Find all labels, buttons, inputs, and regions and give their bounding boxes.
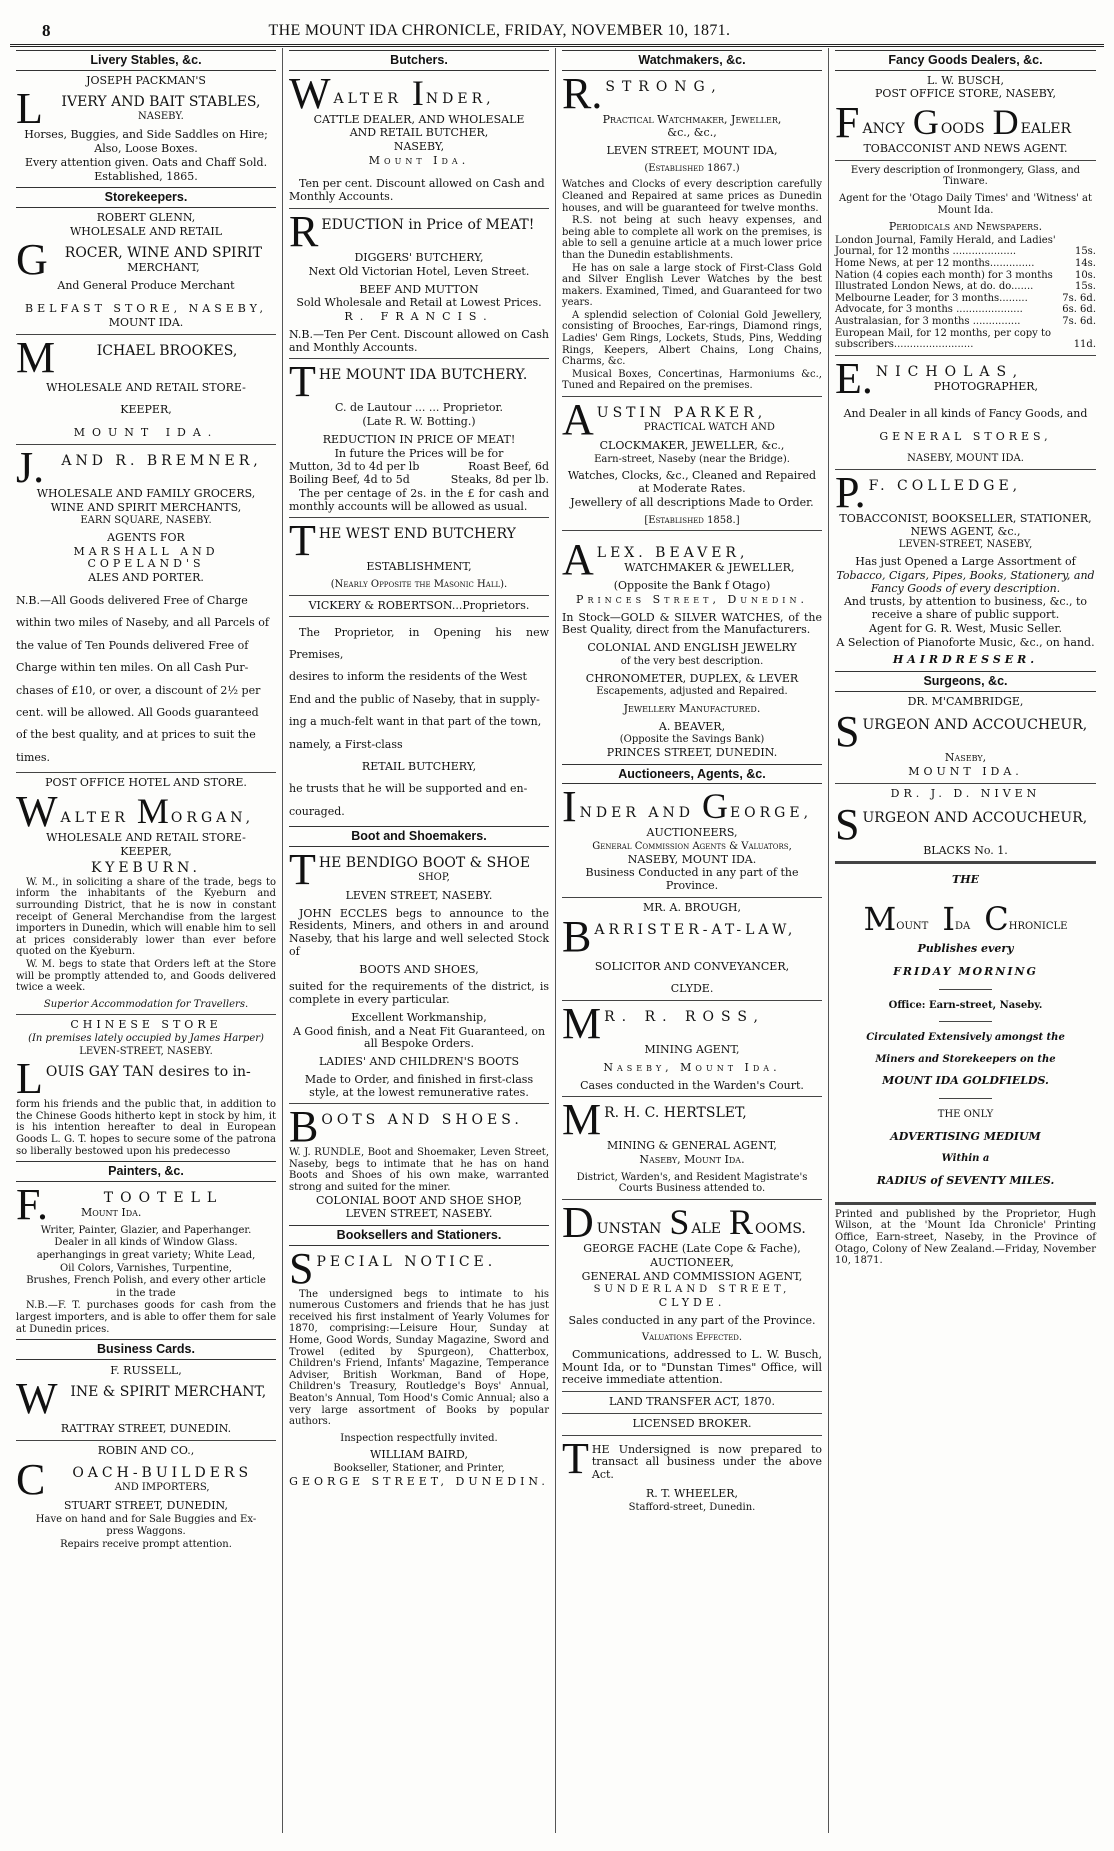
section-heading-auctioneers: Auctioneers, Agents, &c. (562, 764, 822, 785)
price-value: 7s. 6d. (1062, 292, 1096, 304)
price-row (835, 281, 1096, 293)
section-heading-livery: Livery Stables, &c. (16, 50, 276, 71)
price-item: London Journal, Family Herald, and Ladies' Journal, for 12 months .................... (835, 234, 1056, 258)
ad-glenn: ROBERT GLENN, WHOLESALE AND RETAIL G ROCER, WINE AND SPIRIT MERCHANT, And General Produce Merchant BELFAST STORE, NASEBY, MOUNT IDA. (16, 210, 267, 329)
ad-nicholas: E. NICHOLAS, PHOTOGRAPHER, And Dealer in all kinds of Fancy Goods, and GENERAL STORES, NASEBY, MOUNT IDA. (835, 353, 1088, 465)
ad-strong: R. STRONG, Practical Watchmaker, Jeweller, &c., &c., LEVEN STREET, MOUNT IDA, (Established 1867.) Watches and Clocks of every description carefully Cleaned and Repaired at same prices as Dunedin houses, and will be guaranteed for twelve months. R.S. not being at such heavy expenses, and being able to complete all work on the premises, is able to sell a genuine article at a much lower price than the Dunedin establishments. He has on sale a large stock of First-Class Gold and Silver English Lever Watches by the best makers. Examined, Timed, and Guaranteed for two years. A splendid selection of Colonial Gold Jewellery, consisting of Brooches, Ear-rings, Diamond rings, Ladies' Gem Rings, Lockets, Studs, Pins, Wedding Rings, Keepers, Albert Chains, Long Chains, Charms, &c. Musical Boxes, Concertinas, Harmoniums &c., Tuned and Repaired on the premises. (562, 68, 822, 392)
ad-bendigo-boot-shop: T HE BENDIGO BOOT & SHOE SHOP, LEVEN STREET, NASEBY. JOHN ECCLES begs to announce to the Residents, Miners, and others in and around Naseby, that his large and well selected Stock of BOOTS AND SHOES, suited for the requirements of the district, is complete in every particular. Excellent Workmanship, A Good finish, and a Neat Fit Guaranteed, on all Bespoke Orders. LADIES' AND CHILDREN'S BOOTS Made to Order, and finished in first-class style, at the lowest remunerative rates. (289, 844, 549, 1099)
masthead-title: THE MOUNT IDA CHRONICLE, FRIDAY, NOVEMBER 10, 1871. (268, 22, 731, 40)
section-heading-boot-shoemakers: Boot and Shoemakers. (289, 826, 549, 847)
price-value: 10s. (1074, 269, 1096, 281)
page-header (10, 14, 1104, 44)
price-row (835, 258, 1096, 270)
price-value: 15s. (1074, 281, 1096, 293)
price-value: 6s. 6d. (1062, 304, 1096, 316)
section-heading-fancy-goods: Fancy Goods Dealers, &c. (835, 50, 1096, 71)
section-heading-storekeepers: Storekeepers. (16, 187, 276, 208)
price-item: Australasian, for 3 months ............... (835, 316, 1021, 328)
chronicle-notice: THE M OUNT I DA C HRONICLE Publishes every FRIDAY MORNING Office: Earn-street, Naseby. Circulated Extensively amongst the Miners and Storekeepers on the MOUNT IDA GOLDFIELDS. THE ONLY ADVERTISING MEDIUM Within a RADIUS of SEVENTY MILES. (863, 873, 1068, 1187)
ad-busch: L. W. BUSCH, POST OFFICE STORE, NASEBY, F ANCY G OODS D EALER TOBACCONIST AND NEWS AGENT. Every description of Ironmongery, Glass, and Tinware. Agent for the 'Otago Daily Times' and 'Witness' at Mount Ida. Periodicals and Newspapers. London Journal, Family Herald, and Ladies' Journal, for 12 months .................... 15s. Home News, at per 12 months.............. 14s. Nation (4 copies each month) for 3 months 10s. Illustrated London News, at do. do....... 15s. Melbourne Leader, for 3 months......... 7s. 6d. Advocate, for 3 months ..................... 6s. 6d. Australasian, for 3 months ............... 7s. 6d. European Mail, for 12 months, per copy to subscribers......................... 11d. (835, 73, 1096, 351)
price-item: European Mail, for 12 months, per copy to subscribers......................... (835, 327, 1052, 351)
price-list (835, 235, 1096, 351)
columns (10, 48, 1104, 1833)
ad-surgeons: DR. M'CAMBRIDGE, S URGEON AND ACCOUCHEUR, Naseby, MOUNT IDA. DR. J. D. NIVEN S URGEON AND ACCOUCHEUR, BLACKS No. 1. (835, 696, 1096, 858)
price-row (835, 270, 1096, 282)
column-1 (10, 48, 283, 1833)
ad-brookes: M ICHAEL BROOKES, WHOLESALE AND RETAIL STORE- KEEPER, MOUNT IDA. (16, 332, 246, 439)
ad-inder: W ALTER I NDER, CATTLE DEALER, AND WHOLESALE AND RETAIL BUTCHER, NASEBY, Mount Ida. Ten per cent. Discount allowed on Cash and Monthly Accounts. (289, 68, 545, 204)
ad-dunstan-sale-rooms: D UNSTAN S ALE R OOMS. GEORGE FACHE (Late Cope & Fache), AUCTIONEER, GENERAL AND COMMISSION AGENT, SUNDERLAND STREET, CLYDE. Sales conducted in any part of the Province. Valuations Effected. Communications, addressed to L. W. Busch, Mount Ida, or to "Dunstan Times" Office, will receive immediate attention. (562, 1198, 822, 1387)
price-item: Melbourne Leader, for 3 months......... (835, 292, 1028, 304)
ad-colledge: P. F. COLLEDGE, TOBACCONIST, BOOKSELLER, STATIONER, NEWS AGENT, &c., LEVEN-STREET, NASEBY, Has just Opened a Large Assortment of Tobacco, Cigars, Pipes, Books, Stationery, and Fancy Goods of every description. And trusts, by attention to business, &c., to receive a share of public support. Agent for G. R. West, Music Seller. A Selection of Pianoforte Music, &c., on hand. HAIRDRESSER. (835, 467, 1095, 667)
section-heading-painters: Painters, &c. (16, 1161, 276, 1182)
price-value: 11d. (1073, 339, 1096, 351)
section-heading-watchmakers: Watchmakers, &c. (562, 50, 822, 71)
ad-diggers-butchery: R EDUCTION in Price of MEAT! DIGGERS' BUTCHERY, Next Old Victorian Hotel, Leven Street. BEEF AND MUTTON Sold Wholesale and Retail at Lowest Prices. R. FRANCIS. N.B.—Ten Per Cent. Discount allowed on Cash and Monthly Accounts. (289, 207, 549, 354)
ad-hertslet: M R. H. C. HERTSLET, MINING & GENERAL AGENT, Naseby, Mount Ida. District, Warden's, and Resident Magistrate's Courts Business attended to. (562, 1095, 808, 1195)
page-number: 8 (42, 21, 51, 41)
price-value: 14s. (1074, 258, 1096, 270)
price-row (835, 293, 1096, 305)
price-item: Home News, at per 12 months.............. (835, 258, 1035, 270)
ad-rundle-boots: B OOTS AND SHOES. W. J. RUNDLE, Boot and Shoemaker, Leven Street, Naseby, begs to intimate that he has on hand Boots and Shoes of his own make, warranted strong and suited for the miner. COLONIAL BOOT AND SHOE SHOP, LEVEN STREET, NASEBY. (289, 1102, 549, 1221)
ad-bremner: J. AND R. BREMNER, WHOLESALE AND FAMILY GROCERS, WINE AND SPIRIT MERCHANTS, EARN SQUARE, NASEBY. AGENTS FOR MARSHALL AND COPELAND'S ALES AND PORTER. N.B.—All Goods delivered Free of Charge within two miles of Naseby, and all Parcels of the value of Ten Pounds delivered Free of Charge within ten miles. On all Cash Pur- chases of £10, or over, a discount of 2½ per cent. will be allowed. All Goods guaranteed of the best quality, and at prices to suit the times. (16, 442, 269, 764)
ad-ross: M R. R. ROSS, MINING AGENT, Naseby, Mount Ida. Cases conducted in the Warden's Court. (562, 999, 804, 1092)
ad-robin: ROBIN AND CO., C OACH-BUILDERS AND IMPORTERS, STUART STREET, DUNEDIN, Have on hand and for Sale Buggies and Ex- press Waggons. Repairs receive prompt attention. (16, 1444, 257, 1550)
printer-imprint: Printed and published by the Proprietor, Hugh Wilson, at the 'Mount Ida Chronicle' Printing Office, Earn-street, Naseby, in the Province of Otago, Colony of New Zealand.—Friday, November 10, 1871. (835, 1208, 1096, 1267)
ad-morgan: POST OFFICE HOTEL AND STORE. W ALTER M ORGAN, WHOLESALE AND RETAIL STORE- KEEPER, KYEBURN. W. M., in soliciting a share of the trade, begs to inform the inhabitants of the Kyeburn and surrounding District, that he is now in constant receipt of General Merchandise from the largest importers in Dunedin, which will enable him to sell at prices considerably lower than ever before quoted on the Kyeburn. W. M. begs to state that Orders left at the Store will be promptly attended to, and Goods delivered twice a week. Superior Accommodation for Travellers. (16, 776, 276, 1010)
ad-west-end-butchery: T HE WEST END BUTCHERY ESTABLISHMENT, (Nearly Opposite the Masonic Hall). VICKERY & ROBERTSON...Proprietors. The Proprietor, in Opening his new Premises, desires to inform the residents of the West End and the public of Naseby, that in supply- ing a much-felt want in that part of the town, namely, a First-class RETAIL BUTCHERY, he trusts that he will be supported and en- couraged. (289, 516, 549, 818)
section-heading-booksellers: Booksellers and Stationers. (289, 1225, 549, 1246)
ad-beaver: A LEX. BEAVER, WATCHMAKER & JEWELLER, (Opposite the Bank f Otago) Princes Street, Dunedin. In Stock—GOLD & SILVER WATCHES, of the Best Quality, direct from the Manufacturers. COLONIAL AND ENGLISH JEWELRY of the very best description. CHRONOMETER, DUPLEX, & LEVER Escapements, adjusted and Repaired. Jewellery Manufactured. A. BEAVER, (Opposite the Savings Bank) PRINCES STREET, DUNEDIN. (562, 535, 822, 759)
column-3 (556, 48, 829, 1833)
ad-brough: MR. A. BROUGH, B ARRISTER-AT-LAW, SOLICITOR AND CONVEYANCER, CLYDE. (562, 900, 797, 996)
column-4 (829, 48, 1102, 1833)
ad-russell: F. RUSSELL, W INE & SPIRIT MERCHANT, RATTRAY STREET, DUNEDIN. (16, 1363, 267, 1436)
ad-land-transfer: LAND TRANSFER ACT, 1870. LICENSED BROKER. T HE Undersigned is now prepared to transact all business under the above Act. R. T. WHEELER, Stafford-street, Dunedin. (562, 1395, 822, 1513)
ad-special-notice: S PECIAL NOTICE. The undersigned begs to intimate to his numerous Customers and friends that he has just received his first instalment of Yearly Volumes for 1870, comprising:—Leisure Hour, Sunday at Home, Good Words, Sunday Magazine, Sword and Trowel (edited by Spurgeon), Chatterbox, Children's Friend, Infants' Magazine, Temperance Adviser, British Workman, Band of Hope, Children's Treasury, Routledge's Boys' Annual, Beaton's Annual, Tom Hood's Comic Annual; also a very large assortment of Books by popular authors. Inspection respectfully invited. WILLIAM BAIRD, Bookseller, Stationer, and Printer, GEORGE STREET, DUNEDIN. (289, 1243, 549, 1488)
ad-tootell: F. TOOTELL Mount Ida. Writer, Painter, Glazier, and Paperhanger. Dealer in all kinds of Window Glass. aperhangings in great variety; White Lead, Oil Colors, Varnishes, Turpentine, Brushes, French Polish, and every other article in the trade N.B.—F. T. purchases goods for cash from the largest importers, and is able to offer them for sale at Dunedin prices. (16, 1179, 276, 1335)
ad-inder-george: I NDER AND G EORGE, AUCTIONEERS, General Commission Agents & Valuators, NASEBY, MOUNT IDA. Business Conducted in any part of the Province. (562, 782, 813, 893)
price-row (835, 304, 1096, 316)
column-2 (283, 48, 556, 1833)
section-heading-butchers: Butchers. (289, 50, 549, 71)
price-row (835, 328, 1096, 351)
price-item: Illustrated London News, at do. do....... (835, 281, 1034, 293)
ad-packman: JOSEPH PACKMAN'S L IVERY AND BAIT STABLES, NASEBY. Horses, Buggies, and Side Saddles on Hire; Also, Loose Boxes. Every attention given. Oats and Chaff Sold. Established, 1865. (16, 73, 268, 183)
section-heading-business-cards: Business Cards. (16, 1339, 276, 1360)
price-row (835, 316, 1096, 328)
price-item: Nation (4 copies each month) for 3 months (835, 269, 1053, 281)
ad-austin-parker: A USTIN PARKER, PRACTICAL WATCH AND CLOCKMAKER, JEWELLER, &c., Earn-street, Naseby (near the Bridge). Watches, Clocks, &c., Cleaned and Repaired at Moderate Rates. Jewellery of all descriptions Made to Order. [Established 1858.] (562, 395, 817, 526)
section-heading-surgeons: Surgeons, &c. (835, 671, 1096, 692)
price-item: Advocate, for 3 months ..................... (835, 304, 1023, 316)
price-value: 7s. 6d. (1062, 316, 1096, 328)
price-value: 15s. (1074, 246, 1096, 258)
price-row (835, 235, 1096, 258)
ad-chinese-store: CHINESE STORE (In premises lately occupied by James Harper) LEVEN-STREET, NASEBY. L OUIS GAY TAN desires to in- form his friends and the public that, in addition to the Chinese Goods hitherto kept in stock by him, it is his intention hereafter to deal in European Goods L. G. T. hopes to secure some of the patrona so liberally bestowed upon his predecesso (16, 1018, 276, 1157)
ad-mount-ida-butchery: T HE MOUNT IDA BUTCHERY. C. de Lautour ... ... Proprietor. (Late R. W. Botting.) REDUCTION IN PRICE OF MEAT! In future the Prices will be for Mutton, 3d to 4d per lb Roast Beef, 6d Boiling Beef, 4d to 5d Steaks, 8d per lb. The per centage of 2s. in the £ for cash and monthly accounts will be allowed as usual. (289, 357, 549, 513)
